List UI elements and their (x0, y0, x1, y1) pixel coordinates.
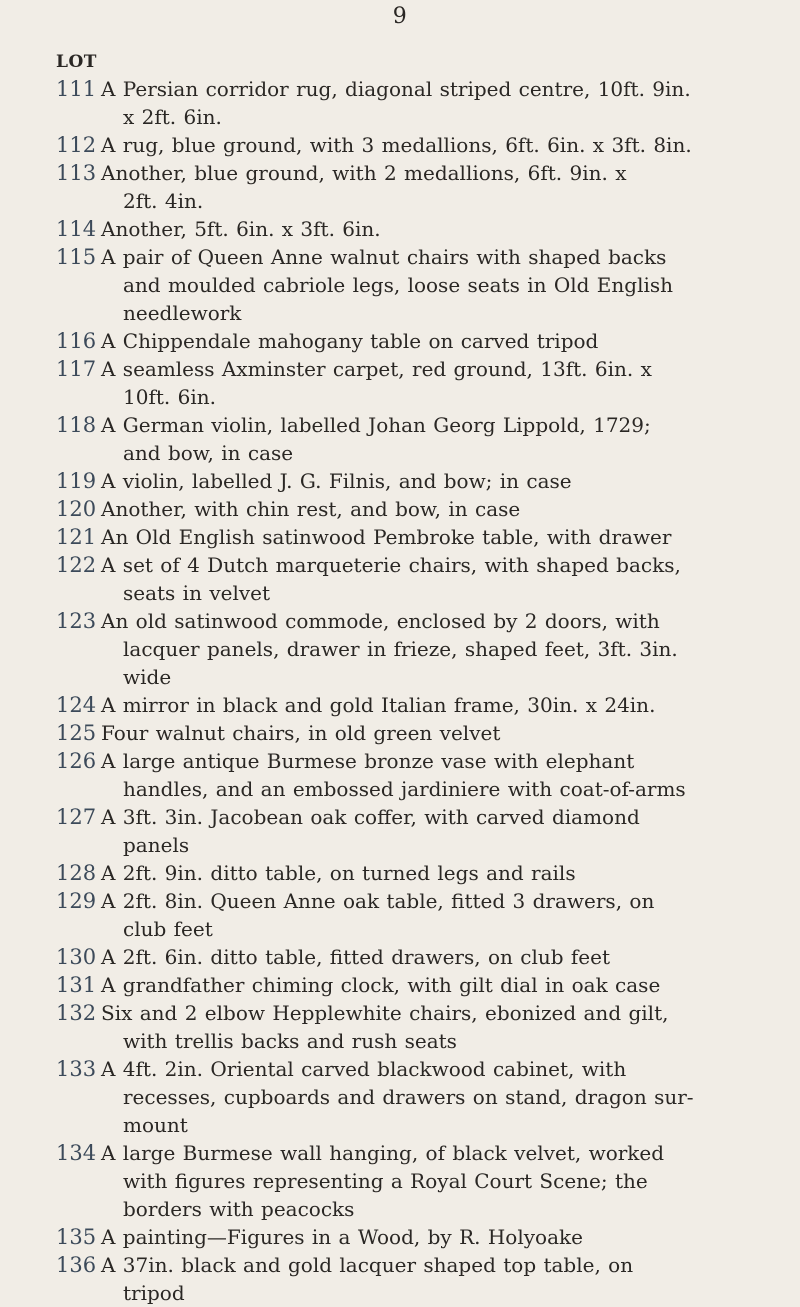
lot-entry (0, 887, 800, 943)
lot-entry (0, 803, 800, 859)
lot-number: 129 (56, 889, 97, 913)
lot-number: 132 (56, 1001, 97, 1025)
lot-entry (0, 1251, 800, 1307)
lot-description (101, 215, 778, 243)
lot-description-line: A set of 4 Dutch marqueterie chairs, with shaped backs, (101, 553, 681, 577)
lot-description (101, 719, 778, 747)
lot-description-line: handles, and an embossed jardiniere with coat-of-arms (123, 777, 686, 801)
lot-description-line: A painting—Figures in a Wood, by R. Holyoake (101, 1225, 583, 1249)
lot-number: 128 (56, 861, 97, 885)
lot-entry (0, 1139, 800, 1223)
lot-list (0, 75, 800, 1307)
lot-description (101, 1251, 778, 1307)
lot-description (101, 691, 778, 719)
lot-description-line: with trellis backs and rush seats (123, 1029, 457, 1053)
lot-description-line: tripod (123, 1281, 185, 1305)
lot-description (101, 859, 778, 887)
lot-description-line: A 2ft. 9in. ditto table, on turned legs and rails (101, 861, 576, 885)
lot-description (101, 495, 778, 523)
lot-number: 136 (56, 1253, 97, 1277)
lot-number: 121 (56, 525, 97, 549)
lot-description-line: A Persian corridor rug, diagonal striped centre, 10ft. 9in. (101, 77, 691, 101)
lot-description-line: A 37in. black and gold lacquer shaped top table, on (101, 1253, 634, 1277)
lot-entry (0, 971, 800, 999)
lot-entry (0, 551, 800, 607)
lot-description-line: A grandfather chiming clock, with gilt dial in oak case (101, 973, 661, 997)
lot-description-line: Another, blue ground, with 2 medallions, 6ft. 9in. x (101, 161, 627, 185)
lot-description (101, 411, 778, 467)
lot-entry (0, 859, 800, 887)
lot-entry (0, 691, 800, 719)
lot-entry (0, 215, 800, 243)
lot-description-line: lacquer panels, drawer in frieze, shaped feet, 3ft. 3in. (123, 637, 678, 661)
lot-number: 111 (56, 77, 97, 101)
lot-description-line: panels (123, 833, 190, 857)
lot-description (101, 355, 778, 411)
lot-description-line: A rug, blue ground, with 3 medallions, 6ft. 6in. x 3ft. 8in. (101, 133, 692, 157)
lot-description-line: A seamless Axminster carpet, red ground, 13ft. 6in. x (101, 357, 652, 381)
lot-description-line: and moulded cabriole legs, loose seats in Old English (123, 273, 674, 297)
lot-description-line: Another, 5ft. 6in. x 3ft. 6in. (101, 217, 381, 241)
lot-description (101, 1139, 778, 1223)
lot-number: 116 (56, 329, 97, 353)
lot-number: 112 (56, 133, 97, 157)
lot-number: 135 (56, 1225, 97, 1249)
lot-number: 126 (56, 749, 97, 773)
lot-description (101, 999, 778, 1055)
lot-description-line: 2ft. 4in. (123, 189, 204, 213)
lot-entry (0, 411, 800, 467)
lot-number: 125 (56, 721, 97, 745)
lot-description-line: An old satinwood commode, enclosed by 2 doors, with (101, 609, 660, 633)
lot-number: 120 (56, 497, 97, 521)
lot-description (101, 1223, 778, 1251)
lot-description-line: A Chippendale mahogany table on carved tripod (101, 329, 599, 353)
lot-description (101, 551, 778, 607)
lot-entry (0, 131, 800, 159)
lot-entry (0, 607, 800, 691)
lot-description-line: A 2ft. 6in. ditto table, fitted drawers, on club feet (101, 945, 610, 969)
lot-number: 117 (56, 357, 97, 381)
lot-description-line: mount (123, 1113, 188, 1137)
lot-description-line: recesses, cupboards and drawers on stand, dragon sur- (123, 1085, 694, 1109)
lot-entry (0, 1223, 800, 1251)
lot-description-line: An Old English satinwood Pembroke table, with drawer (101, 525, 672, 549)
lot-column-header: LOT (56, 52, 97, 72)
lot-number: 133 (56, 1057, 97, 1081)
lot-number: 122 (56, 553, 97, 577)
lot-number: 118 (56, 413, 97, 437)
lot-description-line: Four walnut chairs, in old green velvet (101, 721, 501, 745)
lot-description-line: A large antique Burmese bronze vase with elephant (101, 749, 635, 773)
lot-number: 124 (56, 693, 97, 717)
lot-description-line: Six and 2 elbow Hepplewhite chairs, ebonized and gilt, (101, 1001, 669, 1025)
lot-number: 134 (56, 1141, 97, 1165)
lot-description (101, 747, 778, 803)
lot-number: 127 (56, 805, 97, 829)
lot-description-line: A mirror in black and gold Italian frame, 30in. x 24in. (101, 693, 656, 717)
lot-description (101, 607, 778, 691)
lot-entry (0, 243, 800, 327)
lot-description-line: A violin, labelled J. G. Filnis, and bow; in case (101, 469, 572, 493)
lot-description (101, 75, 778, 131)
lot-description-line: A 2ft. 8in. Queen Anne oak table, fitted 3 drawers, on (101, 889, 655, 913)
lot-description (101, 159, 778, 215)
lot-entry (0, 999, 800, 1055)
lot-number: 131 (56, 973, 97, 997)
lot-description-line: with figures representing a Royal Court Scene; the (123, 1169, 648, 1193)
lot-description-line: borders with peacocks (123, 1197, 355, 1221)
lot-description-line: and bow, in case (123, 441, 294, 465)
lot-description (101, 327, 778, 355)
lot-description (101, 131, 778, 159)
lot-entry (0, 75, 800, 131)
lot-number: 123 (56, 609, 97, 633)
lot-description (101, 971, 778, 999)
lot-number: 119 (56, 469, 97, 493)
lot-entry (0, 467, 800, 495)
lot-entry (0, 495, 800, 523)
lot-description-line: A German violin, labelled Johan Georg Lippold, 1729; (101, 413, 651, 437)
lot-entry (0, 1055, 800, 1139)
lot-number: 114 (56, 217, 97, 241)
lot-description-line: wide (123, 665, 172, 689)
lot-entry (0, 719, 800, 747)
lot-description (101, 467, 778, 495)
lot-description-line: A 4ft. 2in. Oriental carved blackwood cabinet, with (101, 1057, 627, 1081)
lot-description (101, 523, 778, 551)
page-number: 9 (392, 4, 408, 29)
lot-description (101, 1055, 778, 1139)
lot-number: 130 (56, 945, 97, 969)
lot-entry (0, 327, 800, 355)
lot-description-line: Another, with chin rest, and bow, in case (101, 497, 521, 521)
lot-description (101, 943, 778, 971)
lot-number: 113 (56, 161, 97, 185)
lot-entry (0, 159, 800, 215)
lot-entry (0, 943, 800, 971)
lot-description-line: x 2ft. 6in. (123, 105, 222, 129)
lot-description-line: club feet (123, 917, 213, 941)
lot-description-line: A pair of Queen Anne walnut chairs with shaped backs (101, 245, 667, 269)
lot-description-line: seats in velvet (123, 581, 271, 605)
lot-description-line: A large Burmese wall hanging, of black velvet, worked (101, 1141, 665, 1165)
lot-description-line: 10ft. 6in. (123, 385, 216, 409)
lot-description (101, 803, 778, 859)
lot-entry (0, 747, 800, 803)
lot-description-line: A 3ft. 3in. Jacobean oak coffer, with carved diamond (101, 805, 640, 829)
lot-number: 115 (56, 245, 97, 269)
lot-description-line: needlework (123, 301, 242, 325)
lot-description (101, 243, 778, 327)
lot-entry (0, 355, 800, 411)
lot-entry (0, 523, 800, 551)
lot-description (101, 887, 778, 943)
